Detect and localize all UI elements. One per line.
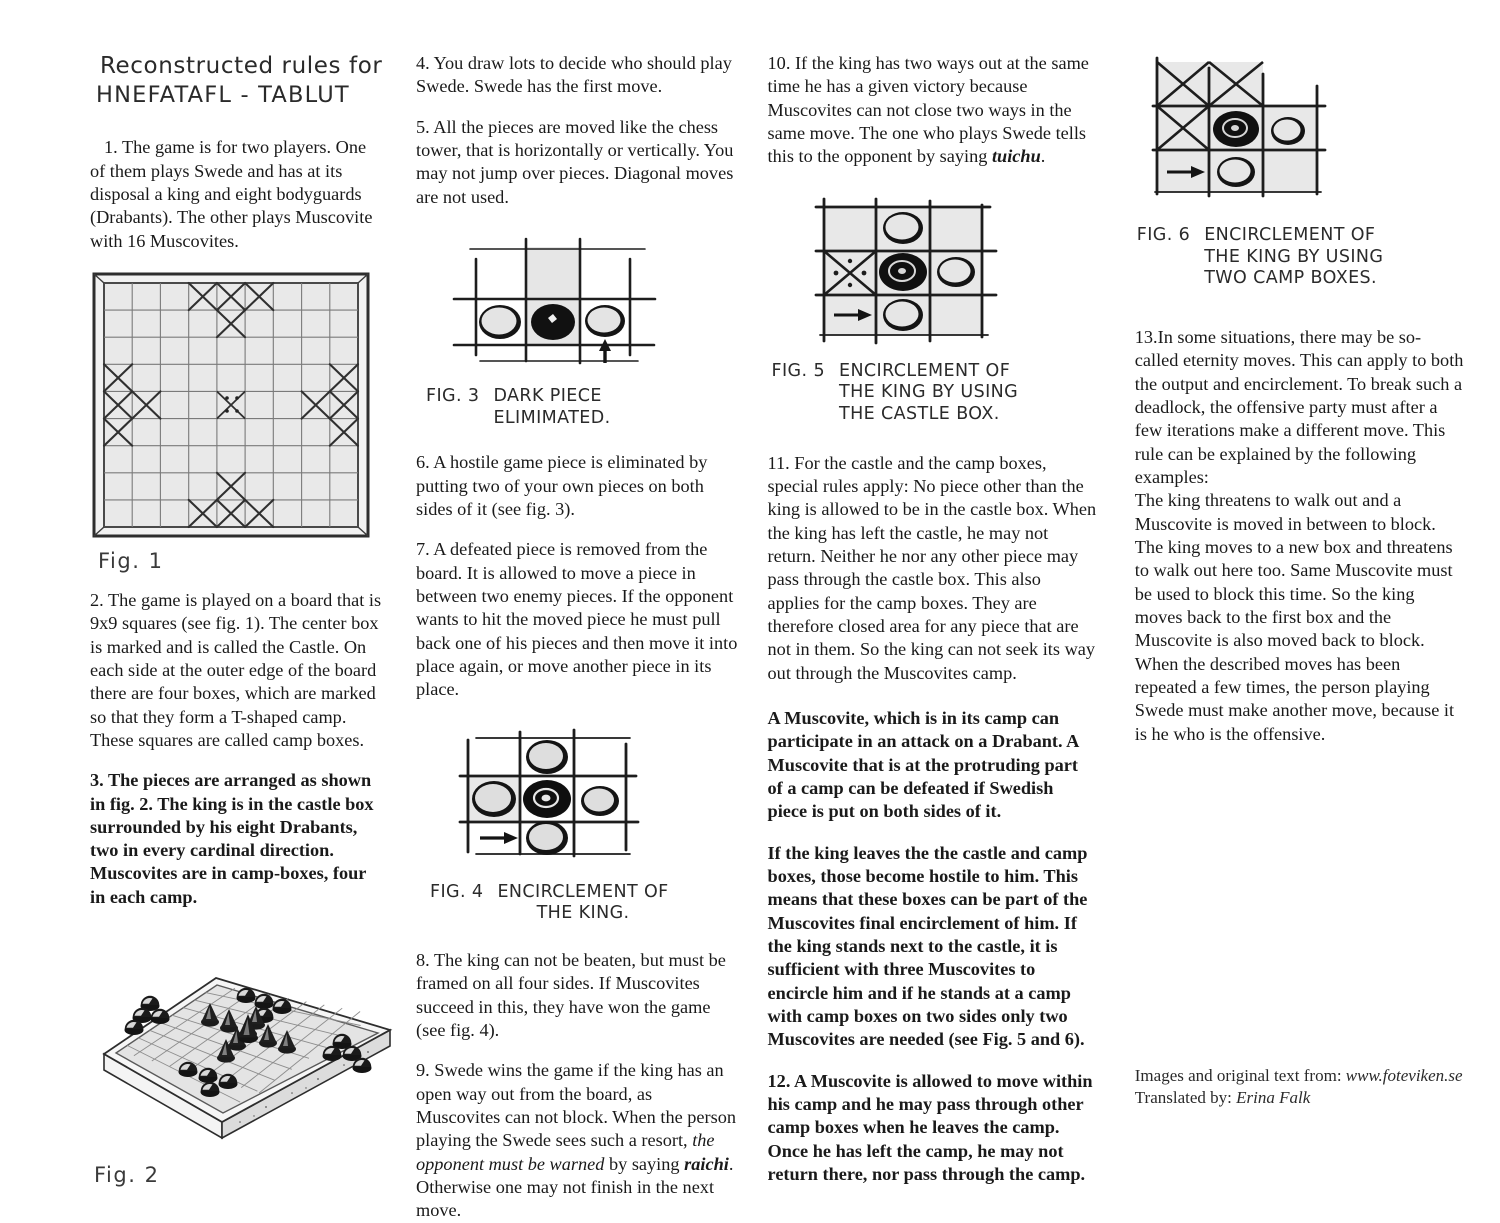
fig5-caption-line-2: THE KING BY USING bbox=[838, 382, 1019, 403]
fig3-move-arrow bbox=[599, 339, 611, 363]
fig1-board-diagram bbox=[90, 270, 380, 545]
rule-4: 4. You draw lots to decide who should play Swede. Swede has the first move. bbox=[416, 53, 732, 97]
fig4-move-arrow bbox=[480, 832, 518, 844]
figure-4 bbox=[416, 726, 738, 925]
fig5-castle-encirclement-diagram bbox=[790, 195, 1070, 355]
fig6-caption-line-1: ENCIRCLEMENT OF bbox=[1204, 225, 1376, 245]
rule-11c: If the king leaves the the castle and camp boxes, those become hostile to him. This means that these boxes can be part of the Muscovites final encirclement of him. If the king stands next to the castle, it is sufficient with three Muscovites to encircle him and if he stands at a camp with camp boxes on two sides only two Muscovites are needed (see Fig. 5 and 6). bbox=[767, 842, 1088, 1050]
rule-1: 1. The game is for two players. One of them plays Swede and has at its disposal a king and eight bodyguards (Drabants). The other plays Muscovite with 16 Muscovites. bbox=[90, 137, 373, 251]
fig2-isometric-board bbox=[90, 926, 410, 1161]
fig5-king-piece bbox=[879, 253, 927, 291]
fig4-light-piece-left bbox=[472, 781, 516, 817]
rule-11b: A Muscovite, which is in its camp can participate in an attack on a Drabant. A Muscovite that is at the protruding part of a camp can be defeated if Swedish piece is put on both sides of it. bbox=[767, 707, 1079, 822]
fig3-caption-line-1: DARK PIECE bbox=[493, 385, 602, 406]
rule-10-part-1: 10. If the king has two ways out at the same time he has a given victory because Muscovites can not close two ways in the same move. The one who plays Swede tells this to the opponent by saying bbox=[767, 53, 1089, 167]
fig5-caption-line-3: THE CASTLE BOX. bbox=[838, 404, 1000, 425]
figure-1 bbox=[90, 270, 384, 573]
fig4-caption-line-1: ENCIRCLEMENT OF bbox=[497, 881, 669, 902]
rule-6: 6. A hostile game piece is eliminated by putting two of your own pieces on both sides of it (see fig. 3). bbox=[416, 452, 708, 519]
rule-5: 5. All the pieces are moved like the chess tower, that is horizontally or vertically. You may not jump over pieces. Diagonal moves are not used. bbox=[416, 116, 734, 207]
fig5-light-piece-bottom bbox=[883, 299, 923, 331]
fig4-caption bbox=[430, 882, 738, 925]
credit-translator-value: Erina Falk bbox=[1236, 1087, 1311, 1107]
fig6-caption-line-2: THE KING BY USING bbox=[1204, 246, 1384, 267]
page-title bbox=[90, 52, 384, 110]
fig6-number: FIG. 6 bbox=[1136, 225, 1191, 245]
rule-3: 3. The pieces are arranged as shown in fig. 2. The king is in the castle box surrounded by his eight Drabants, two in every cardinal direction. Muscovites are in camp-boxes, four in each camp. bbox=[90, 770, 374, 907]
fig4-light-piece-bottom bbox=[526, 821, 568, 855]
credit-source-line bbox=[1135, 1065, 1479, 1087]
fig3-caption-line-2: ELIMIMATED. bbox=[493, 407, 611, 428]
rule-10-term-tuichu: tuichu bbox=[991, 146, 1041, 167]
rule-9-part-1: 9. Swede wins the game if the king has an open way out from the board, as Muscovites can not block. When the person playing the Swede sees such a resort, bbox=[416, 1060, 737, 1151]
fig1-label: Fig. 1 bbox=[98, 548, 164, 573]
fig6-light-piece-right bbox=[1271, 117, 1305, 145]
rule-2: 2. The game is played on a board that is 9x9 squares (see fig. 1). The center box is marked and is called the Castle. On each side at the outer edge of the board there are four boxes, which are marked so that they form a T-shaped camp. These squares are called camp boxes. bbox=[90, 589, 382, 750]
fig4-king-encirclement-diagram bbox=[450, 726, 720, 876]
fig2-label: Fig. 2 bbox=[94, 1163, 160, 1188]
fig6-caption bbox=[1137, 225, 1464, 290]
fig5-number: FIG. 5 bbox=[771, 360, 825, 381]
credit-translator-line bbox=[1135, 1087, 1479, 1109]
fig4-number: FIG. 4 bbox=[430, 881, 484, 902]
fig6-camp-encirclement-diagram bbox=[1145, 54, 1435, 219]
fig3-number: FIG. 3 bbox=[426, 385, 480, 406]
rule-12: 12. A Muscovite is allowed to move within his camp and he may pass through other camp boxes when he leaves the camp. Once he has left the camp, he may not return there, nor pass through the camp. bbox=[767, 1070, 1093, 1184]
fig4-light-piece-top bbox=[526, 740, 568, 774]
fig3-dark-piece bbox=[531, 304, 575, 340]
fig3-light-piece-left bbox=[479, 305, 521, 339]
rule-10 bbox=[768, 52, 1097, 169]
figure-2 bbox=[90, 926, 384, 1187]
rule-9-part-3: . Otherwise one may not finish in the next move. bbox=[416, 1153, 734, 1221]
figure-5 bbox=[768, 195, 1097, 426]
fig4-caption-line-2: THE KING. bbox=[536, 903, 630, 924]
fig6-light-piece-bottom bbox=[1217, 157, 1255, 187]
fig5-caption-line-1: ENCIRCLEMENT OF bbox=[838, 360, 1011, 381]
rule-13b: The king threatens to walk out and a Muscovite is moved in between to block. The king moves to a new box and threatens to walk out here too. Same Muscovite must be used to block this time. So the king moves back to the first box and the Muscovite is also moved back to block. When the described moves has been repeated a few times, the person playing Swede must make another move, because it is he who is the offensive. bbox=[1134, 490, 1455, 744]
fig5-light-piece-top bbox=[883, 212, 923, 244]
rule-9-term-raichi: raichi bbox=[684, 1153, 729, 1174]
rule-9 bbox=[416, 1059, 738, 1222]
rule-9-italic: the opponent must be warned bbox=[416, 1130, 715, 1174]
fig6-caption-line-3: TWO CAMP BOXES. bbox=[1204, 268, 1378, 289]
figure-6 bbox=[1135, 54, 1464, 290]
column-layout bbox=[24, 52, 1476, 1221]
fig3-caption bbox=[426, 386, 738, 429]
rule-9-part-2: by saying bbox=[604, 1153, 685, 1174]
column-1 bbox=[24, 52, 402, 1188]
rule-10-part-2: . bbox=[1040, 146, 1046, 167]
fig3-light-piece-right bbox=[585, 305, 625, 337]
credit-translator-label: Translated by: bbox=[1134, 1087, 1237, 1107]
rule-13: 13.In some situations, there may be so-called eternity moves. This can apply to both the output and encirclement. To break such a deadlock, the offensive party must after a few iterations make a different move. This rule can be explained by the following examples: bbox=[1134, 327, 1464, 488]
column-3 bbox=[752, 52, 1111, 1184]
fig3-capture-diagram bbox=[440, 235, 700, 380]
credit-source-value: www.foteviken.se bbox=[1345, 1065, 1463, 1085]
title-line-1: Reconstructed rules for bbox=[100, 53, 383, 79]
fig4-king-piece bbox=[523, 780, 571, 818]
column-4 bbox=[1111, 52, 1476, 1175]
figure-3 bbox=[416, 235, 738, 429]
rule-11: 11. For the castle and the camp boxes, special rules apply: No piece other than the king is allowed to be in the castle box. When the king has left the castle, he may not return. Neither he nor any other piece may pass through the castle box. This also applies for the camp boxes. They are therefore closed area for any piece that are not in them. So the king can not seek its way out through the Muscovites camp. bbox=[767, 452, 1097, 683]
fig6-king-piece bbox=[1213, 111, 1259, 147]
fig5-caption bbox=[772, 361, 1097, 426]
rule-7: 7. A defeated piece is removed from the board. It is allowed to move a piece in between two enemy pieces. If the opponent wants to hit the moved piece he must pull back one of his pieces and then move it into place again, or move another piece in its place. bbox=[416, 539, 738, 700]
credit-source-label: Images and original text from: bbox=[1134, 1065, 1346, 1085]
fig5-light-piece-right bbox=[937, 257, 975, 287]
credit-block bbox=[1135, 1065, 1479, 1109]
title-line-2: HNEFATAFL - TABLUT bbox=[96, 82, 350, 109]
rule-8: 8. The king can not be beaten, but must be framed on all four sides. If Muscovites succeed in this, they have won the game (see fig. 4). bbox=[416, 950, 726, 1040]
column-2 bbox=[402, 52, 752, 1221]
fig4-light-piece-right bbox=[581, 786, 619, 816]
